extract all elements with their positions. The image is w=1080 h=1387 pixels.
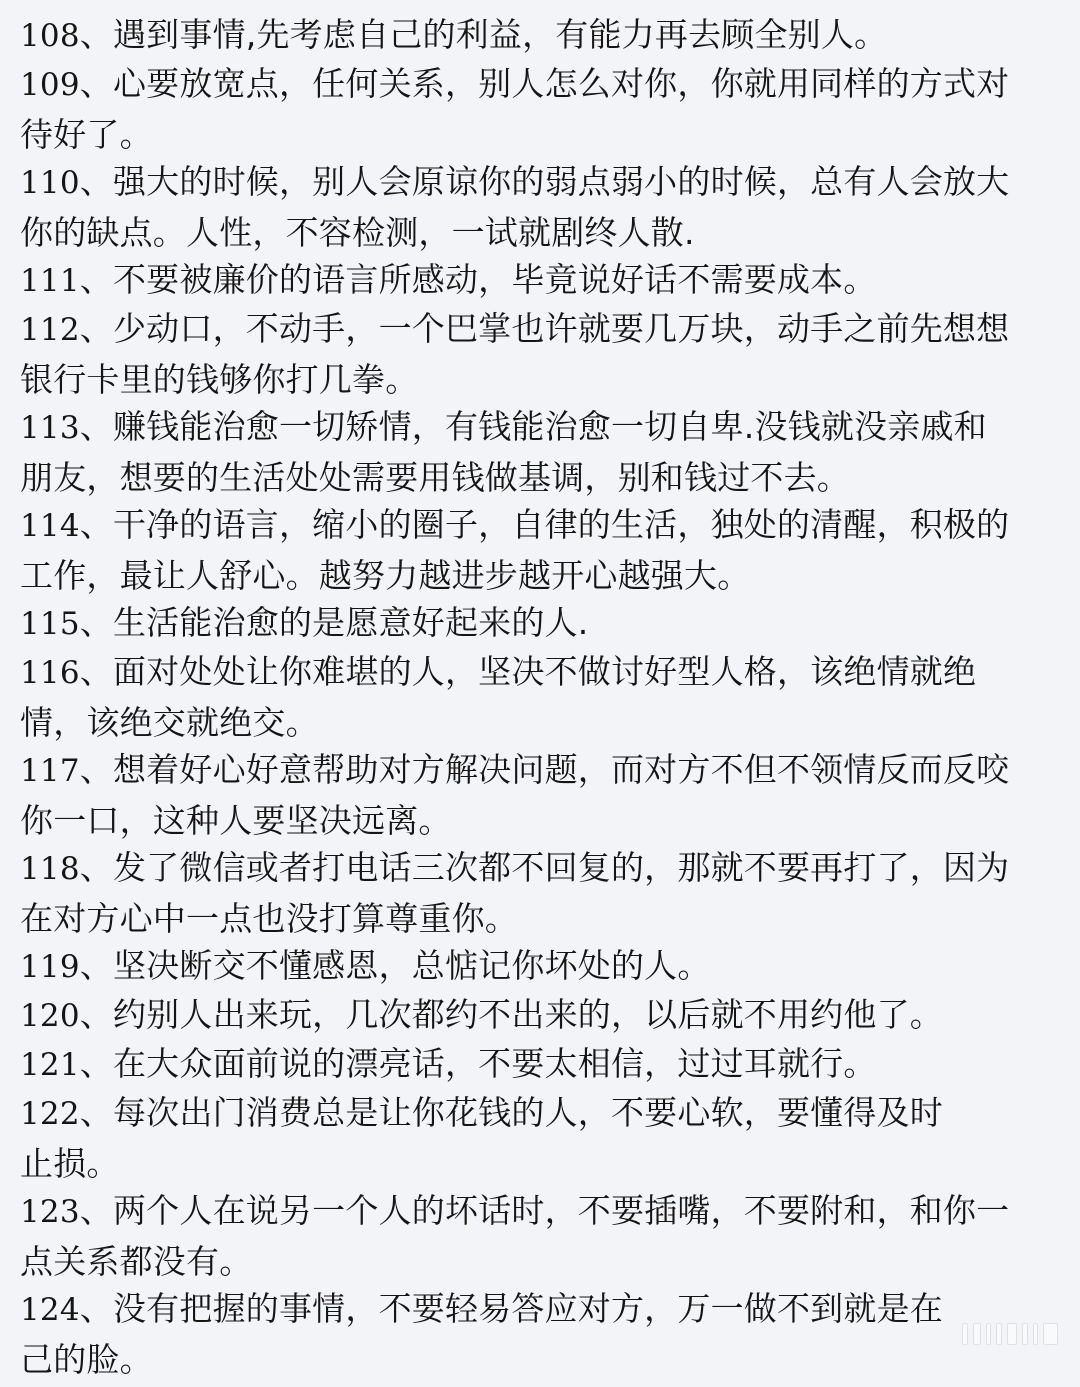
item-number: 119	[20, 949, 80, 985]
list-item	[20, 941, 1060, 992]
item-number: 108	[20, 18, 80, 54]
list-item	[20, 843, 1060, 943]
list-item	[20, 255, 1060, 306]
item-text: 、两个人在说另一个人的坏话时，不要插嘴，不要附和，和你一	[79, 1191, 1010, 1230]
list-item	[20, 1186, 1060, 1286]
item-text: 、在大众面前说的漂亮话，不要太相信，过过耳就行。	[79, 1044, 877, 1083]
item-number: 118	[20, 851, 80, 887]
item-number: 122	[20, 1096, 80, 1132]
item-text: 、赚钱能治愈一切矫情，有钱能治愈一切自卑.没钱就没亲戚和	[79, 407, 987, 446]
item-number: 124	[20, 1292, 80, 1328]
item-text: 、想着好心好意帮助对方解决问题，而对方不但不领情反而反咬	[79, 750, 1010, 789]
item-text-continued: 点关系都没有。	[20, 1242, 253, 1281]
list-item	[20, 1088, 1060, 1188]
item-text: 、没有把握的事情，不要轻易答应对方，万一做不到就是在	[79, 1289, 943, 1328]
list-item	[20, 745, 1060, 845]
item-text-continued: 在对方心中一点也没打算尊重你。	[20, 899, 518, 938]
item-text-continued: 银行卡里的钱够你打几拳。	[20, 360, 419, 399]
item-text: 、每次出门消费总是让你花钱的人，不要心软，要懂得及时	[79, 1093, 943, 1132]
item-number: 110	[20, 165, 80, 201]
item-text: 、不要被廉价的语言所感动，毕竟说好话不需要成本。	[79, 260, 877, 299]
item-text: 、少动口，不动手，一个巴掌也许就要几万块，动手之前先想想	[79, 309, 1010, 348]
item-text-continued: 你一口，这种人要坚决远离。	[20, 801, 452, 840]
item-number: 121	[20, 1047, 80, 1083]
item-number: 109	[20, 67, 80, 103]
list-item	[20, 304, 1060, 404]
item-text: 、面对处处让你难堪的人，坚决不做讨好型人格，该绝情就绝	[79, 652, 977, 691]
list-item	[20, 1284, 1060, 1384]
item-text: 、强大的时候，别人会原谅你的弱点弱小的时候，总有人会放大	[79, 162, 1010, 201]
list-item	[20, 157, 1060, 257]
list-item	[20, 598, 1060, 649]
item-number: 112	[20, 312, 80, 348]
list-item	[20, 500, 1060, 600]
item-text-continued: 工作，最让人舒心。越努力越进步越开心越强大。	[20, 556, 751, 595]
item-text: 、干净的语言，缩小的圈子，自律的生活，独处的清醒，积极的	[79, 505, 1010, 544]
list-item	[20, 10, 1060, 61]
watermark	[962, 1323, 1058, 1345]
item-text: 、心要放宽点，任何关系，别人怎么对你，你就用同样的方式对	[79, 64, 1010, 103]
item-text-continued: 止损。	[20, 1144, 120, 1183]
item-text: 、约别人出来玩，几次都约不出来的，以后就不用约他了。	[79, 995, 943, 1034]
item-text-continued: 己的脸。	[20, 1340, 153, 1379]
list-item	[20, 402, 1060, 502]
item-number: 117	[20, 753, 80, 789]
item-text: 、遇到事情,先考虑自己的利益，有能力再去顾全别人。	[79, 15, 888, 54]
item-number: 111	[20, 263, 80, 299]
item-number: 113	[20, 410, 80, 446]
item-text-continued: 情，该绝交就绝交。	[20, 703, 319, 742]
list-item	[20, 990, 1060, 1041]
item-number: 123	[20, 1194, 80, 1230]
list-item	[20, 647, 1060, 747]
item-text: 、发了微信或者打电话三次都不回复的，那就不要再打了，因为	[79, 848, 1010, 887]
item-text: 、坚决断交不懂感恩，总惦记你坏处的人。	[79, 946, 711, 985]
item-text-continued: 你的缺点。人性，不容检测，一试就剧终人散.	[20, 213, 695, 252]
item-number: 115	[20, 606, 80, 642]
item-number: 120	[20, 998, 80, 1034]
item-text: 、生活能治愈的是愿意好起来的人.	[79, 603, 589, 642]
item-text-continued: 朋友，想要的生活处处需要用钱做基调，别和钱过不去。	[20, 458, 850, 497]
list-item	[20, 1039, 1060, 1090]
list-item	[20, 59, 1060, 159]
item-number: 116	[20, 655, 80, 691]
item-text-continued: 待好了。	[20, 115, 153, 154]
item-number: 114	[20, 508, 80, 544]
